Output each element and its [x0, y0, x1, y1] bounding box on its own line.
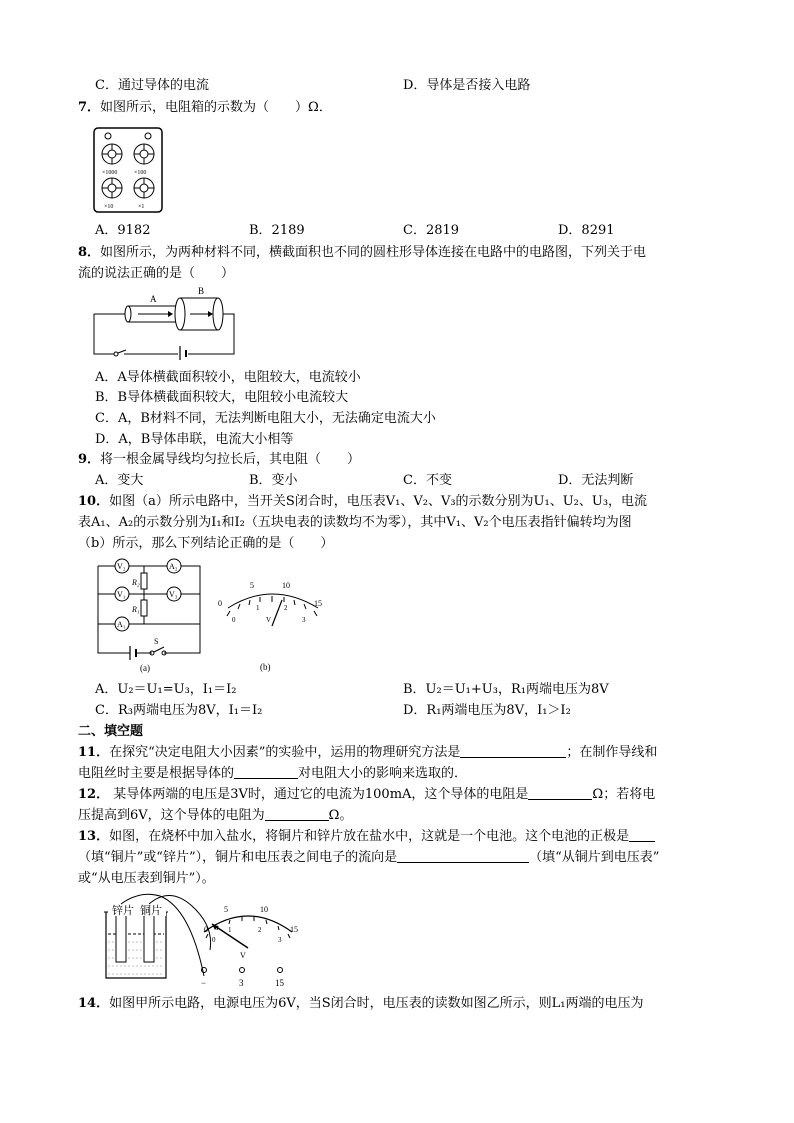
q10-option-b: B．U₂＝U₁+U₃，R₁两端电压为8V: [403, 682, 609, 697]
svg-text:A₁: A₁: [117, 620, 126, 629]
zinc-label: 锌片: [112, 905, 134, 917]
q9-stem: 9．将一根金属导线均匀拉长后，其电阻（ ）: [78, 452, 361, 467]
q8-option-d: D．A，B导体串联，电流大小相等: [95, 432, 294, 447]
q11-blank-1[interactable]: [460, 745, 566, 758]
svg-text:15: 15: [275, 978, 284, 988]
svg-text:10: 10: [260, 905, 268, 914]
caption-a: (a): [140, 663, 150, 673]
q7-option-b: B．2189: [249, 223, 305, 238]
meter-v3: [167, 587, 181, 601]
section-fill-in-title: 二、填空题: [78, 724, 144, 739]
q13-line1: 13．如图，在烧杯中加入盐水，将铜片和锌片放在盐水中，这就是一个电池。这个电池的正极是: [78, 829, 655, 845]
caption-b: (b): [260, 662, 271, 672]
q10-stem-line3: （b）所示，那么下列结论正确的是（ ）: [78, 536, 334, 551]
label-x10: ×10: [104, 204, 114, 210]
q12-blank-1[interactable]: [528, 787, 592, 800]
svg-text:5: 5: [224, 905, 228, 914]
svg-text:3: 3: [278, 936, 282, 944]
needle: [272, 600, 282, 626]
svg-text:2: 2: [258, 926, 262, 934]
meter-v2: [115, 559, 129, 573]
q8-stem-line1: 8．如图所示，为两种材料不同，横截面积也不同的圆柱形导体连接在电路中的电路图，下列关于电: [78, 245, 647, 260]
copper-label: 铜片: [140, 905, 162, 917]
meter-a1: [115, 617, 129, 631]
q10-option-d: D．R₁两端电压为8V，I₁＞I₂: [403, 703, 571, 718]
svg-text:V₃: V₃: [169, 590, 178, 599]
svg-text:0: 0: [232, 616, 236, 624]
svg-text:R₁: R₁: [132, 605, 140, 614]
q7-stem: 7．如图所示，电阻箱的示数为（ ）Ω．: [78, 100, 332, 115]
svg-text:0: 0: [218, 599, 222, 608]
q9-option-b: B．变小: [249, 473, 298, 488]
resistor-r1: [141, 600, 147, 616]
resistance-box-figure: [92, 126, 164, 216]
q9-option-c: C．不变: [403, 473, 452, 488]
meter-v1: [115, 587, 129, 601]
q13-blank-2[interactable]: [397, 850, 529, 863]
svg-text:1: 1: [256, 604, 260, 612]
conductor-a-label: A: [150, 294, 157, 304]
q11-line1: 11．在探究“决定电阻大小因素”的实验中，运用的物理研究方法是 ；在制作导线和: [78, 745, 658, 760]
svg-text:−: −: [201, 978, 207, 988]
q8-option-b: B．B导体横截面积较大，电阻较小电流较大: [95, 390, 349, 405]
conductor-circuit-figure: [92, 284, 238, 360]
svg-text:15: 15: [314, 599, 322, 608]
label-x1000: ×1000: [102, 170, 118, 176]
voltmeter-dial-figure-b: [214, 578, 330, 674]
svg-text:3: 3: [302, 616, 306, 624]
svg-text:10: 10: [282, 581, 290, 590]
svg-text:5: 5: [250, 581, 254, 590]
svg-text:0: 0: [204, 925, 208, 934]
svg-text:0: 0: [212, 936, 216, 944]
svg-text:A₂: A₂: [169, 562, 178, 571]
q6-option-c: C．通过导体的电流: [95, 78, 209, 93]
svg-text:R₂: R₂: [132, 578, 140, 587]
q8-stem-line2: 流的说法正确的是（ ）: [78, 266, 235, 281]
svg-text:15: 15: [290, 925, 298, 934]
q12-line1: 12． 某导体两端的电压是3V时，通过它的电流为100mA，这个导体的电阻是 Ω；若将电: [78, 787, 656, 802]
q9-option-d: D．无法判断: [558, 473, 634, 488]
q13-line2: （填“铜片”或“锌片”），铜片和电压表之间电子的流向是 （填“从铜片到电压表”: [78, 850, 660, 865]
q13-line3: 或“从电压表到铜片”）。: [78, 871, 215, 886]
meter-a2: [167, 559, 181, 573]
q14-line1: 14．如图甲所示电路，电源电压为6V，当S闭合时，电压表的读数如图乙所示，则L₁两端的电压为: [78, 996, 644, 1011]
label-x1: ×1: [138, 204, 145, 210]
q8-option-c: C．A，B材料不同，无法判断电阻大小，无法确定电流大小: [95, 411, 436, 426]
q7-option-a: A．9182: [95, 223, 151, 238]
q12-line2: 压提高到6V，这个导体的电阻为 Ω。: [78, 808, 353, 823]
q11-blank-2[interactable]: [234, 766, 298, 779]
circuit-figure-a: [92, 556, 204, 674]
q10-option-c: C．R₃两端电压为8V，I₁＝I₂: [95, 703, 263, 718]
svg-text:1: 1: [228, 926, 232, 934]
svg-text:2: 2: [284, 604, 288, 612]
resistor-r2: [141, 573, 147, 589]
salt-water-battery-figure: [100, 890, 310, 990]
svg-text:V₁: V₁: [117, 590, 126, 599]
q7-option-c: C．2819: [403, 223, 460, 238]
q13-blank-1[interactable]: [629, 829, 655, 842]
q10-option-a: A．U₂＝U₁=U₃，I₁＝I₂: [95, 682, 237, 697]
q7-option-d: D．8291: [558, 223, 615, 238]
svg-text:V: V: [240, 951, 246, 960]
q10-stem-line1: 10．如图（a）所示电路中，当开关S闭合时，电压表V₁、V₂、V₃的示数分别为U₁、U₂、U₃，电流: [78, 494, 648, 509]
svg-text:V₂: V₂: [117, 562, 126, 571]
q10-stem-line2: 表A₁、A₂的示数分别为I₁和I₂（五块电表的读数均不为零），其中V₁、V₂个电压表指针偏转均为图: [78, 515, 632, 530]
q8-option-a: A．A导体横截面积较小，电阻较大，电流较小: [95, 370, 361, 385]
q11-line2: 电阻丝时主要是根据导体的 对电阻大小的影响来选取的．: [78, 766, 468, 781]
label-x100: ×100: [134, 170, 147, 176]
q6-option-d: D．导体是否接入电路: [403, 78, 531, 93]
q9-option-a: A．变大: [95, 473, 144, 488]
q12-blank-2[interactable]: [265, 808, 329, 821]
svg-text:S: S: [154, 637, 159, 646]
conductor-b-label: B: [198, 286, 205, 296]
svg-text:3: 3: [239, 978, 244, 988]
svg-text:V: V: [266, 616, 272, 624]
